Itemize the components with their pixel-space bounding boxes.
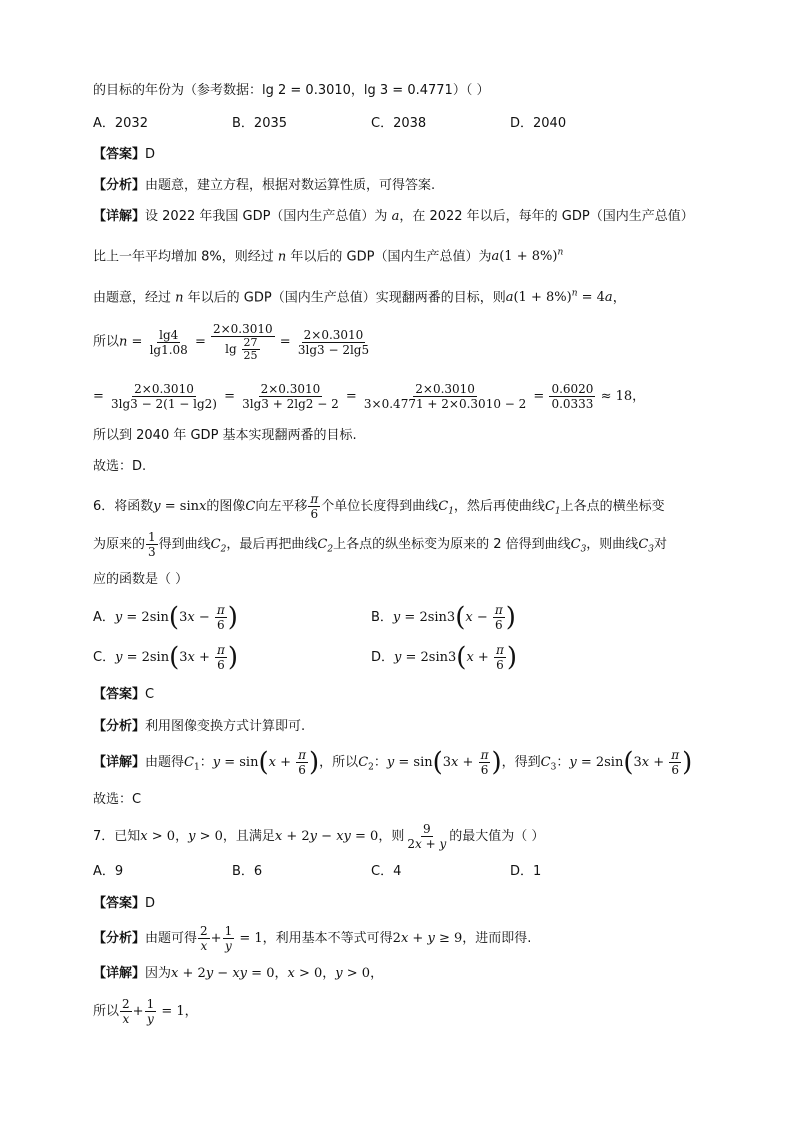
answer-tag: 【答案】	[93, 687, 146, 702]
analysis-line	[93, 718, 305, 736]
stem-text: 的图像	[206, 499, 246, 514]
math-c2: $C_2$	[210, 537, 227, 555]
analysis-tag: 【分析】	[93, 931, 146, 946]
option-c: C．2038	[371, 116, 427, 131]
math-equation: $a(1 + 8\%)^n = 4a$	[505, 289, 613, 306]
detail-line: 【详解】因为x + 2y − xy = 0，x > 0，y > 0，	[93, 966, 384, 981]
q6-stem-1	[93, 490, 665, 529]
question-tail: 的目标的年份为（参考数据：lg 2 = 0.3010，lg 3 = 0.4771）（ ）	[93, 83, 490, 98]
answer-value: D	[145, 896, 156, 911]
option-d: D．y = 2sin3(x + $\frac{\pi}{6}$ )	[371, 642, 517, 673]
math-c2: $C_2$	[317, 537, 334, 555]
so-text: 所以	[93, 334, 120, 350]
q6-stem-3: 应的函数是（ ）	[93, 572, 189, 587]
math-n: n	[119, 334, 128, 350]
detail-tag: 【详解】	[93, 755, 146, 770]
stem-text: ，则曲线	[586, 537, 639, 552]
detail-line-1	[93, 208, 694, 226]
math-n: n	[171, 290, 188, 306]
detail-text: ，所以	[319, 755, 359, 770]
stem-text: 对	[654, 537, 668, 552]
stem-text: 向左平移	[255, 499, 308, 514]
stem-text: ，最后再把曲线	[226, 537, 318, 552]
detail-text: 由题得	[145, 755, 185, 770]
option-c: C．4	[371, 864, 402, 879]
stem-text: ，则	[378, 829, 405, 844]
answer-line	[93, 895, 155, 913]
fraction: 2×0.3010 lg $\frac{27}{25}$	[212, 322, 273, 362]
option-c: C．y = 2sin(3x + $\frac{\pi}{6}$ )	[93, 642, 239, 673]
math-fn: y = sinx	[153, 499, 207, 514]
analysis-text: ，进而即得.	[462, 931, 532, 946]
option-b: B．6	[232, 864, 263, 879]
option-a: A．y = 2sin(3x − $\frac{\pi}{6}$ )	[93, 602, 238, 633]
detail-text: 比上一年平均增加 8%，则经过	[93, 249, 274, 265]
fraction: $\frac{0.6020}{0.0333}$	[551, 382, 594, 411]
option-b: B．y = 2sin3(x − $\frac{\pi}{6}$ )	[371, 602, 516, 633]
detail-text: 年以后的 GDP（国内生产总值）为	[290, 249, 492, 265]
detail-text: 由题意，经过	[93, 290, 172, 306]
answer-value: D	[145, 147, 156, 162]
fraction: $\frac{1}{3}$	[148, 530, 156, 559]
q7-stem: 7．已知x > 0，y > 0，且满足x + 2y − xy = 0，则 $\frac{9}{2x + y}$ 的最大值为（ ）	[93, 822, 545, 851]
detail-text: ，在 2022 年以后，每年的 GDP（国内生产总值）	[399, 209, 694, 224]
math-growth: $a(1 + 8\%)^n$	[491, 248, 564, 265]
stem-text: 个单位长度得到曲线	[321, 499, 439, 514]
option-a: A．2032	[93, 116, 148, 131]
fraction: $\frac{2\times 0.3010}{3\times 0.4771 + 2\times 0.3010 - 2}$	[363, 382, 527, 411]
fraction: $\frac{2\times 0.3010}{3\lg 3 - 2\lg 5}$	[297, 327, 370, 357]
stem-text: 上各点的纵坐标变为原来的 2 倍得到曲线	[333, 537, 571, 552]
math-a: a	[391, 209, 400, 224]
math-n: n	[273, 249, 291, 265]
math-c1: $C_1$	[438, 499, 454, 517]
answer-line	[93, 146, 155, 164]
detail-text: ，得到	[501, 755, 541, 770]
math-c: C	[245, 499, 256, 514]
choose-line: 故选：D.	[93, 459, 147, 474]
detail-line-3: 由题意，经过 n 年以后的 GDP（国内生产总值）实现翻两番的目标，则$a(1 + 8\%)^n = 4a$，	[93, 289, 626, 306]
analysis-text: 由题可得	[145, 931, 198, 946]
stem-text: ，且满足	[222, 829, 275, 844]
detail-text: 因为	[145, 966, 172, 981]
math-c3: $C_3$	[638, 537, 654, 555]
detail-line-2	[93, 244, 563, 266]
stem-text: 的最大值为（ ）	[449, 829, 545, 844]
option-b: B．2035	[232, 116, 288, 131]
analysis-text: 由题意，建立方程，根据对数运算性质，可得答案.	[145, 178, 436, 193]
fraction: $\frac{\pi}{6}$	[310, 492, 319, 521]
so-text: 所以	[93, 1004, 120, 1019]
detail-text: 设 2022 年我国 GDP（国内生产总值）为	[145, 209, 388, 224]
stem-text: 7．已知	[93, 829, 141, 844]
analysis-line	[93, 177, 435, 195]
fraction: $\frac{9}{2x + y}$	[407, 822, 447, 851]
choose-line: 故选：C	[93, 792, 142, 807]
option-a: A．9	[93, 864, 124, 879]
analysis-line: 【分析】由题可得 $\frac{2}{x}$ + $\frac{1}{y}$ = 1，利用基本不等式可得2x + y ≥ 9，进而即得.	[93, 924, 532, 953]
math-c1: $C_1$	[544, 499, 561, 517]
formula-1: 所以n = $\frac{\lg 4}{\lg 1.08}$ = 2×0.3010 lg $\frac{27}{25}$ = $\frac{2\times 0.3010}{3\lg 3 - 2\lg 5}$	[93, 322, 370, 362]
detail-line: 【详解】由题得$C_1$：y = sin(x + $\frac{\pi}{6}$ )，所以$C_2$：y = sin(3x + $\frac{\pi}{6}$ )，得到$C_3$：y = 2sin(3x + $\frac{\pi}{6}$ )	[93, 747, 693, 778]
analysis-tag: 【分析】	[93, 178, 146, 193]
fraction: $\frac{\lg 4}{\lg 1.08}$	[149, 327, 188, 357]
math-c3: $C_3$	[570, 537, 587, 555]
answer-value: C	[145, 687, 155, 702]
answer-line	[93, 686, 154, 704]
detail-tag: 【详解】	[93, 966, 146, 981]
analysis-text: 利用图像变换方式计算即可.	[145, 719, 306, 734]
detail-text: 年以后的 GDP（国内生产总值）实现翻两番的目标，则	[187, 290, 506, 306]
stem-text: 6．将函数	[93, 499, 154, 514]
answer-tag: 【答案】	[93, 896, 146, 911]
detail-tag: 【详解】	[93, 209, 146, 224]
conclusion: 所以到 2040 年 GDP 基本实现翻两番的目标.	[93, 428, 357, 443]
q6-stem-2	[93, 528, 667, 567]
formula-2: = $\frac{2\times 0.3010}{3\lg 3 - 2(1 - \lg 2)}$ = $\frac{2\times 0.3010}{3\lg 3 + 2\lg 2 - 2}$ = $\frac{2\times 0.3010}{3\times 0.4771 + 2\times 0.3010 - 2}$ = $\frac{0.6020}{0.0333}$ ≈ 18，	[93, 382, 646, 411]
option-d: D．1	[510, 864, 542, 879]
stem-text: 上各点的横坐标变	[560, 499, 665, 514]
stem-text: 为原来的	[93, 537, 146, 552]
answer-tag: 【答案】	[93, 147, 146, 162]
fraction: $\frac{2\times 0.3010}{3\lg 3 + 2\lg 2 - 2}$	[242, 382, 339, 411]
analysis-text: ，利用基本不等式可得	[262, 931, 393, 946]
analysis-tag: 【分析】	[93, 719, 146, 734]
option-d: D．2040	[510, 116, 567, 131]
stem-text: ，然后再使曲线	[453, 499, 545, 514]
detail-line-2: 所以 $\frac{2}{x}$ + $\frac{1}{y}$ = 1，	[93, 997, 198, 1026]
stem-text: 得到曲线	[158, 537, 211, 552]
fraction: $\frac{2\times 0.3010}{3\lg 3 - 2(1 - \lg 2)}$	[111, 382, 217, 411]
